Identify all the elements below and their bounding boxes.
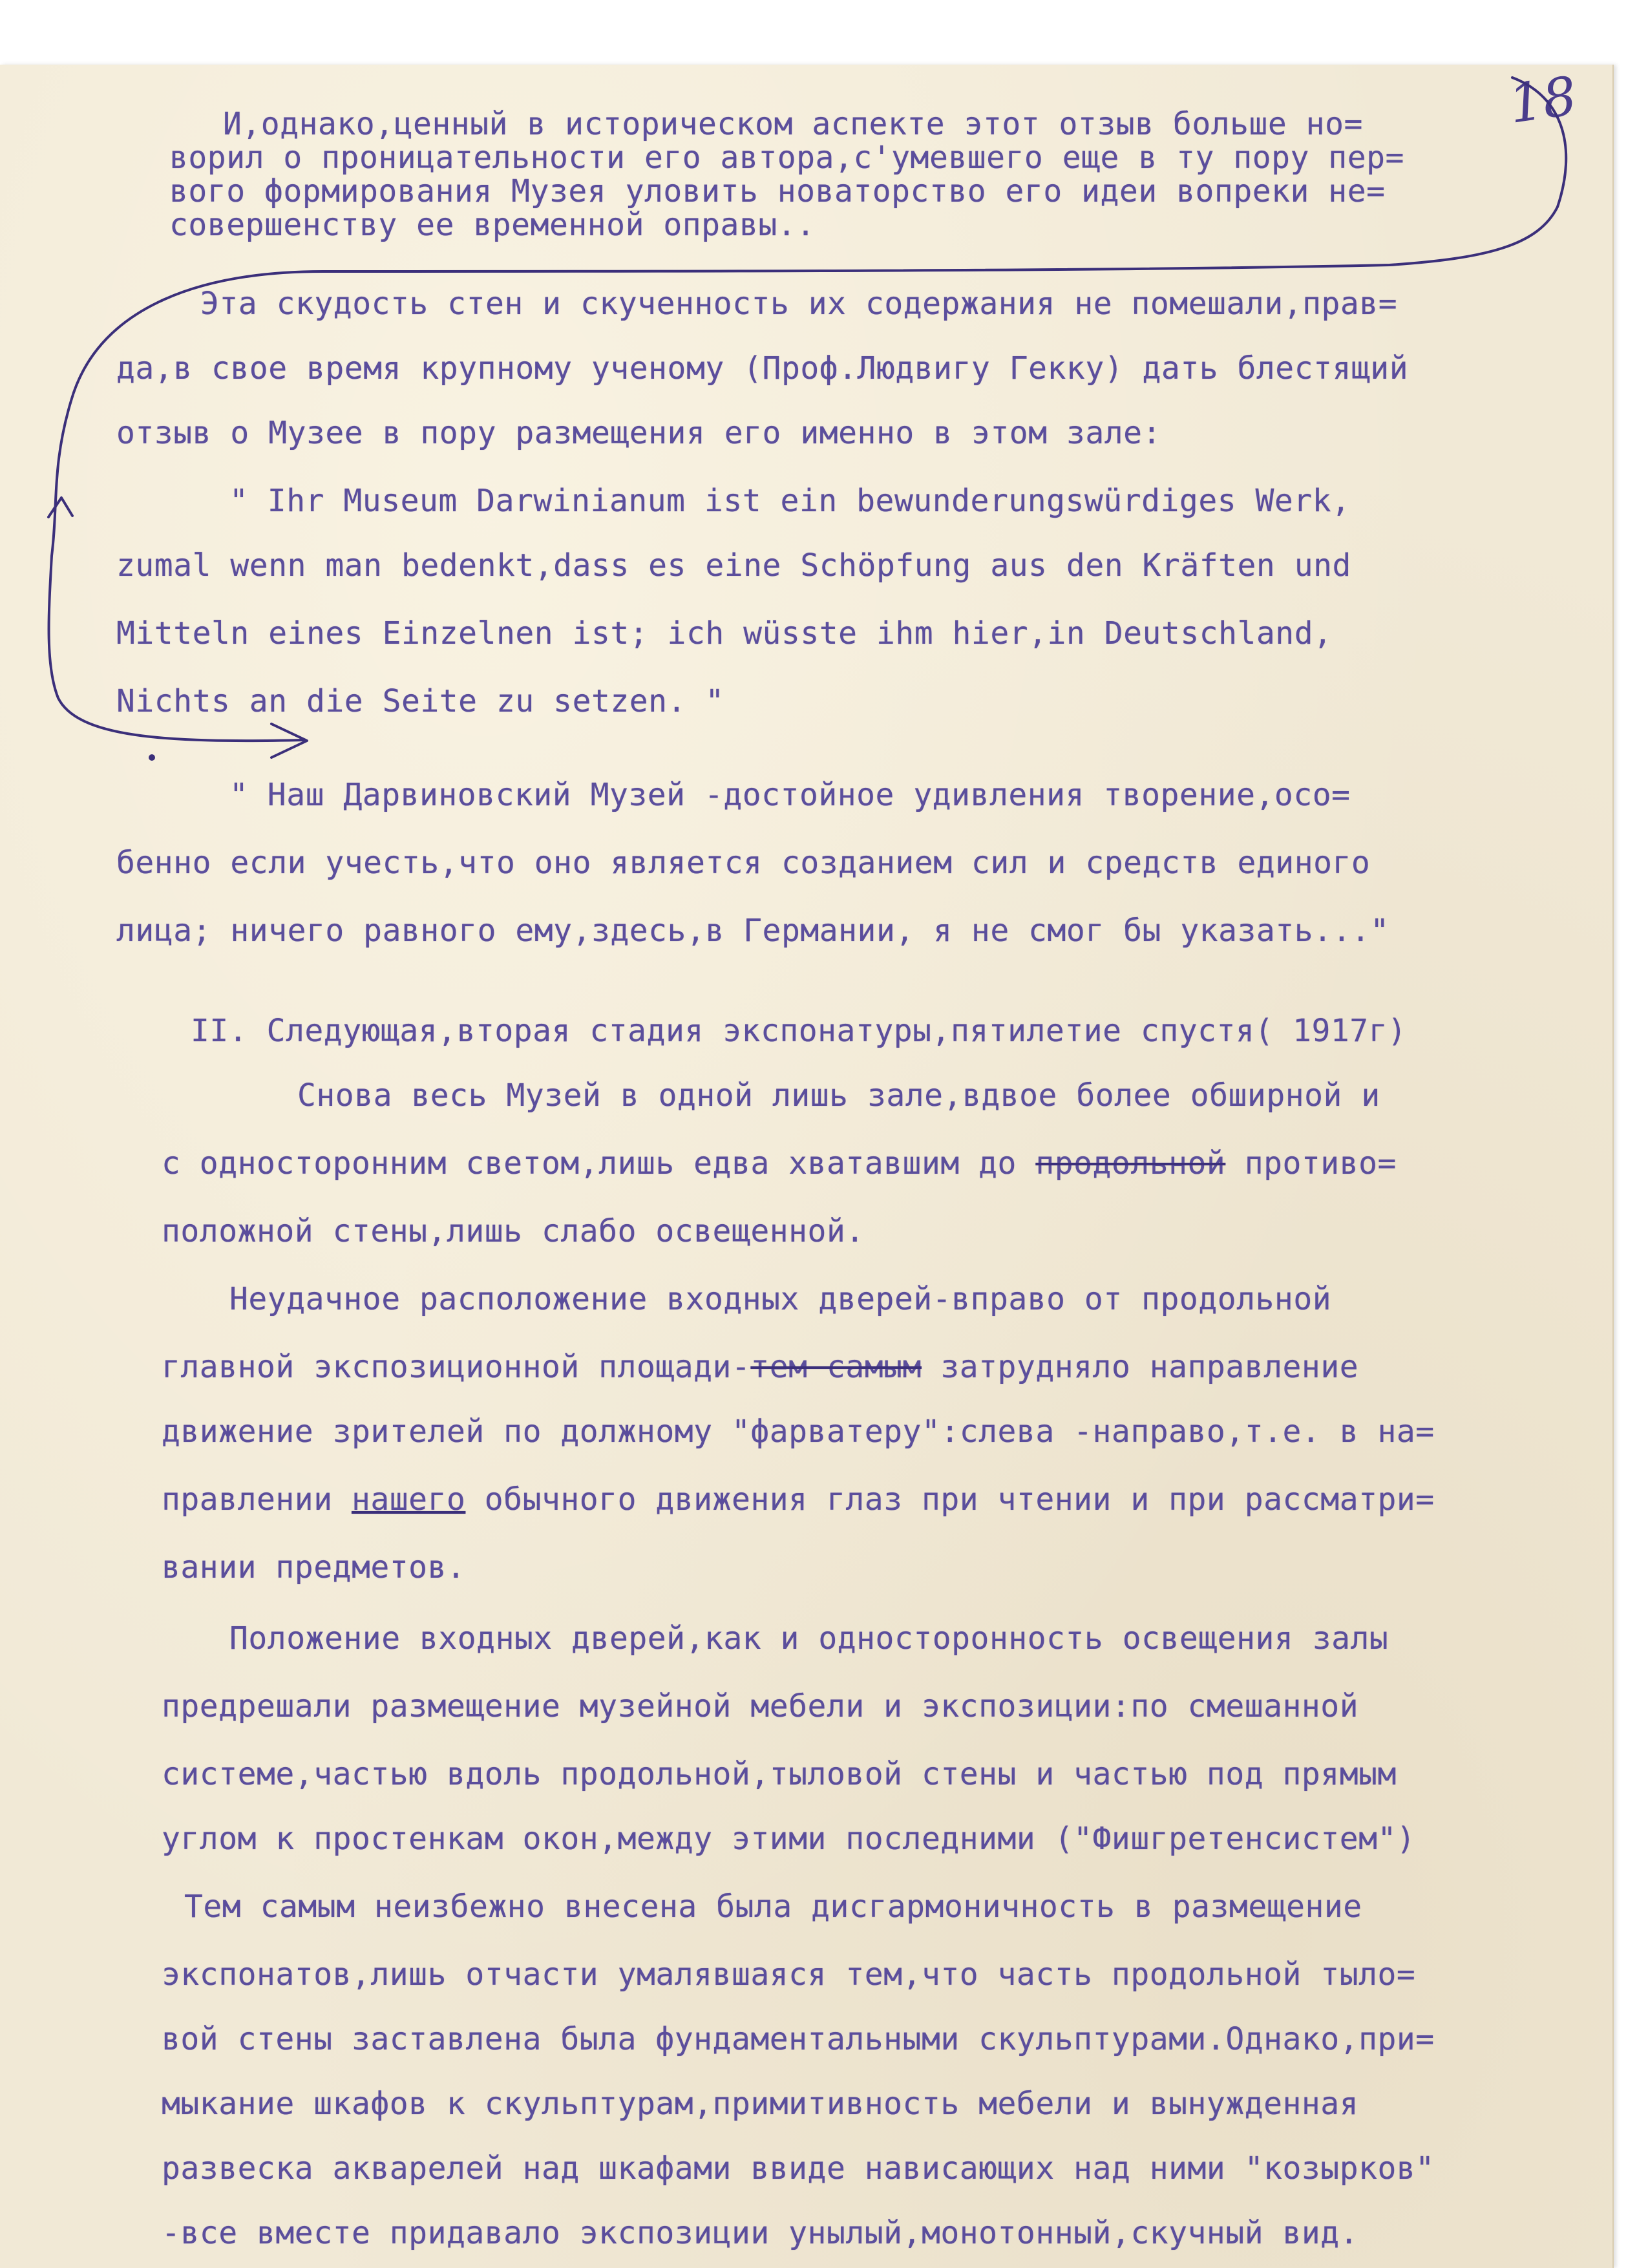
text-line: отзыв о Музее в пору размещения его именно в этом зале: — [116, 415, 1161, 451]
text-line: И,однако,ценный в историческом аспекте этот отзыв больше но= — [223, 106, 1363, 142]
text-line: вой стены заставлена была фундаментальными скульптурами.Однако,при= — [162, 2021, 1435, 2057]
struck-word: тем самым — [750, 1349, 922, 1385]
text-line: совершенству ее временной оправы.. — [169, 207, 816, 243]
text-line: вании предметов. — [162, 1549, 466, 1585]
text-line: экспонатов,лишь отчасти умалявшаяся тем,что часть продольной тыло= — [162, 1956, 1416, 1993]
german-quote-line: Mitteln eines Einzelnen ist; ich wüsste ihm hier,in Deutschland, — [116, 615, 1333, 652]
russian-translation-line: бенно если учесть,что оно является созданием сил и средств единого — [116, 845, 1371, 881]
text-line: положной стены,лишь слабо освещенной. — [162, 1213, 865, 1249]
russian-translation-line: " Наш Дарвиновский Музей -достойное удивления творение,осо= — [229, 777, 1351, 813]
german-quote-line: Nichts an die Seite zu setzen. " — [116, 683, 724, 719]
section-heading: II. Следующая,вторая стадия экспонатуры,пятилетие спустя( 1917г) — [191, 1013, 1407, 1049]
text-line: предрешали размещение музейной мебели и экспозиции:по смешанной — [162, 1688, 1359, 1724]
text-line: да,в свое время крупному ученому (Проф.Людвигу Гекку) дать блестящий — [116, 350, 1409, 387]
text-line: Эта скудость стен и скученность их содержания не помешали,прав= — [200, 286, 1398, 322]
text-line: ворил о проницательности его автора,с'умевшего еще в ту пору пер= — [169, 140, 1404, 176]
text-line: Тем самым неизбежно внесена была дисгармоничность в размещение — [184, 1889, 1362, 1925]
text-line: развеска акварелей над шкафами ввиде нависающих над ними "козырков" — [162, 2150, 1435, 2187]
text-line: Неудачное расположение входных дверей-вправо от продольной — [229, 1281, 1332, 1317]
struck-word: продольной — [1035, 1145, 1226, 1182]
russian-translation-line: лица; ничего равного ему,здесь,в Германии, я не смог бы указать..." — [116, 913, 1389, 949]
text-line: с односторонним светом,лишь едва хватавшим до продольной противо= — [162, 1145, 1397, 1182]
text-line: Снова весь Музей в одной лишь зале,вдвое более обширной и — [297, 1077, 1380, 1114]
text-line: вого формирования Музея уловить новаторство его идеи вопреки не= — [169, 173, 1386, 209]
german-quote-line: zumal wenn man bedenkt,dass es eine Schöpfung aus den Kräften und — [116, 547, 1351, 584]
handwritten-page-number: 18 — [1505, 65, 1581, 136]
german-quote-line: " Ihr Museum Darwinianum ist ein bewunderungswürdiges Werk, — [229, 483, 1351, 519]
text-line: Положение входных дверей,как и односторонность освещения залы — [229, 1620, 1389, 1657]
text-line: углом к простенкам окон,между этими последними ("Фишгретенсистем") — [162, 1821, 1416, 1857]
text-line: -все вместе придавало экспозиции унылый,монотонный,скучный вид. — [162, 2215, 1359, 2251]
text-line: движение зрителей по должному "фарватеру":слева -направо,т.е. в на= — [162, 1414, 1435, 1450]
underlined-word: нашего — [351, 1481, 466, 1518]
text-line: правлении нашего обычного движения глаз при чтении и при рассматри= — [162, 1481, 1435, 1518]
text-line: главной экспозиционной площади-тем самым затрудняло направление — [162, 1349, 1359, 1385]
text-line: мыкание шкафов к скульптурам,примитивность мебели и вынужденная — [162, 2086, 1359, 2122]
text-line: системе,частью вдоль продольной,тыловой стены и частью под прямым — [162, 1756, 1397, 1792]
